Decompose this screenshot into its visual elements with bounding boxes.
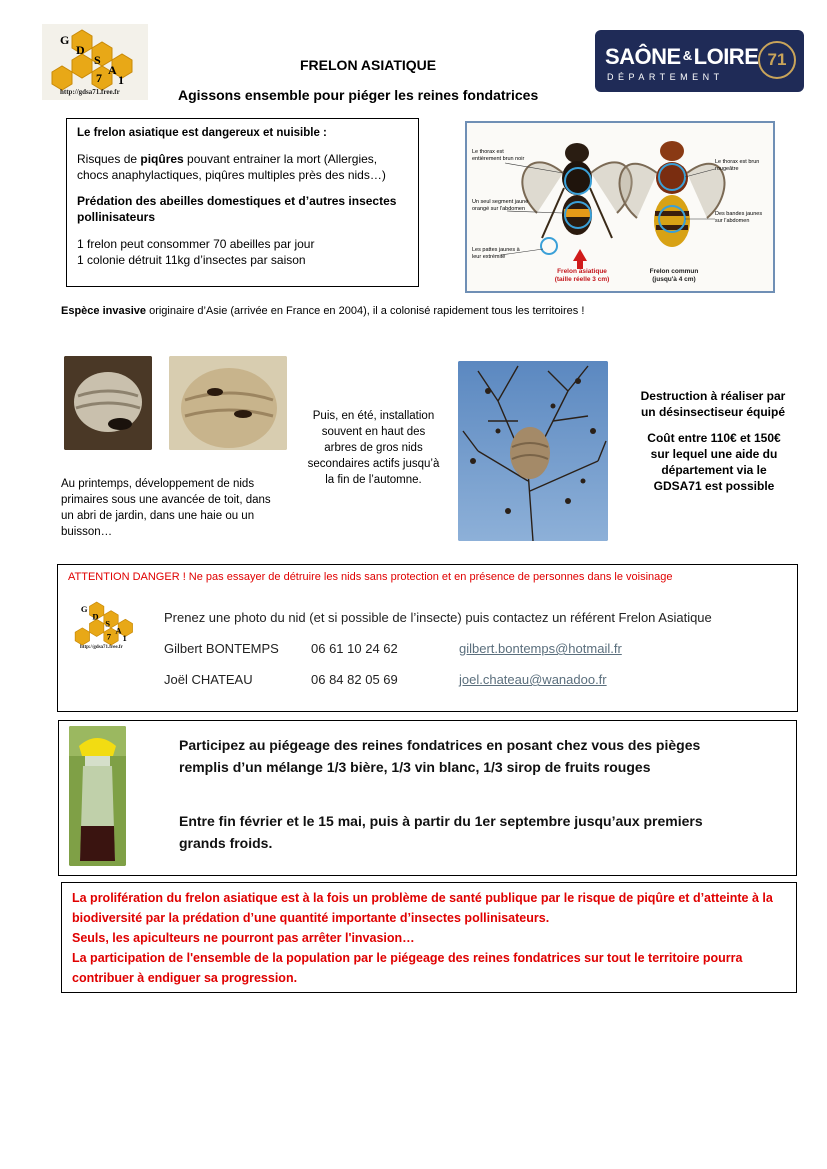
svg-text:1: 1 [118, 73, 124, 87]
hornet-comparison-figure [465, 121, 775, 293]
european-abdomen-label: Des bandes jaunes sur l'abdomen [715, 211, 763, 224]
svg-text:G: G [60, 33, 70, 47]
contact-email-link[interactable]: gilbert.bontemps@hotmail.fr [459, 641, 622, 656]
trap-photo [69, 726, 126, 866]
asian-legs-label: Les pattes jaunes à leur extrémité [472, 247, 520, 260]
danger-info-box [66, 118, 419, 287]
conclusion-p3: La participation de l'ensemble de la population par le piégeage des reines fondatrices sur tout le territoire pourra contribuer à endiguer sa progression. [72, 951, 743, 985]
destruction-text: Destruction à réaliser par un désinsectiseur équipé [640, 389, 786, 419]
contact-name: Joël CHATEAU [164, 672, 253, 687]
fact-bees: 1 frelon peut consommer 70 abeilles par jour [77, 237, 315, 251]
asian-abdomen-label: Un seul segment jaune orangé sur l'abdomen [472, 199, 529, 212]
contact-instruction: Prenez une photo du nid (et si possible de l’insecte) puis contactez un référent Frelon Asiatique [164, 610, 712, 625]
svg-text:D: D [76, 43, 85, 57]
asian-hornet-icon [522, 143, 631, 269]
european-thorax-label: Le thorax est brun rougeâtre [715, 159, 760, 172]
dept-name-2: LOIRE [693, 44, 759, 69]
conclusion-box [61, 882, 797, 993]
asian-hornet-caption: Frelon asiatique (taille réelle 3 cm) [554, 268, 610, 283]
page-subtitle: Agissons ensemble pour piéger les reines fondatrices [178, 87, 539, 103]
contact-phone: 06 61 10 24 62 [311, 641, 398, 656]
asian-thorax-label: Le thorax est entièrement brun noir [472, 149, 525, 162]
predation-text: Prédation des abeilles domestiques et d’autres insectes pollinisateurs [77, 194, 397, 224]
svg-text:7: 7 [106, 631, 112, 642]
risk-text: Risques de piqûres pouvant entrainer la mort (Allergies, chocs anaphylactiques, piqûres multiples près des nids…) [77, 152, 386, 182]
svg-text:7: 7 [96, 71, 102, 85]
saone-et-loire-logo [595, 30, 804, 92]
svg-text:D: D [92, 611, 99, 622]
svg-text:A: A [108, 63, 117, 77]
trap-text-2: Entre fin février et le 15 mai, puis à partir du 1er septembre jusqu’aux premiers grands froids. [179, 813, 703, 851]
contact-name: Gilbert BONTEMPS [164, 641, 279, 656]
dept-label: DÉPARTEMENT [607, 72, 724, 82]
contact-phone: 06 84 82 05 69 [311, 672, 398, 687]
primary-nest-photo-1 [64, 356, 152, 450]
primary-nest-photo-2 [169, 356, 287, 450]
svg-text:1: 1 [122, 632, 127, 643]
gdsa71-small-logo [68, 597, 144, 653]
trap-text-1: Participez au piégeage des reines fondatrices en posant chez vous des pièges remplis d’un mélange 1/3 bière, 1/3 vin blanc, 1/3 sirop de fruits rouges [179, 737, 701, 775]
svg-text:S: S [105, 618, 111, 629]
dept-mark-icon: 71 [758, 41, 796, 79]
gdsa71-small-url: http://gdsa71.free.fr [80, 645, 123, 650]
page-title: FRELON ASIATIQUE [300, 57, 437, 73]
european-hornet-icon [620, 141, 725, 247]
dept-name-1: SAÔNE [605, 44, 681, 69]
summer-nest-text: Puis, en été, installation souvent en haut des arbres de gros nids secondaires actifs jusqu’à la fin de l’automne. [307, 410, 440, 486]
contact-email-link[interactable]: joel.chateau@wanadoo.fr [459, 672, 607, 687]
fact-insects: 1 colonie détruit 11kg d’insectes par saison [77, 253, 306, 267]
invasive-species-text: Espèce invasive originaire d’Asie (arrivée en France en 2004), il a colonisé rapidement tous les territoires ! [61, 305, 585, 317]
svg-text:A: A [115, 625, 122, 636]
cost-text: Coût entre 110€ et 150€ sur lequel une aide du département via le GDSA71 est possible [647, 431, 781, 493]
conclusion-p1: La prolifération du frelon asiatique est à la fois un problème de santé publique par le risque de piqûre et d’atteinte à la biodiversité par la prédation d’une quantité importante d’insectes pollinisateurs. [72, 891, 773, 925]
spring-nest-text: Au printemps, développement de nids primaires sous une avancée de toit, dans un abri de jardin, dans une haie ou un buisson… [61, 478, 271, 538]
dept-amp: & [682, 48, 692, 63]
gdsa71-url: http://gdsa71.free.fr [60, 88, 120, 96]
secondary-nest-photo [458, 361, 608, 541]
danger-heading: Le frelon asiatique est dangereux et nuisible : [77, 127, 327, 139]
svg-text:G: G [80, 604, 88, 615]
european-hornet-caption: Frelon commun (jusqu'à 4 cm) [649, 268, 699, 283]
svg-text:S: S [94, 53, 101, 67]
contact-box [57, 564, 798, 712]
gdsa71-logo [42, 24, 148, 100]
bottle-trap-icon [69, 726, 126, 866]
trap-box [58, 720, 797, 876]
danger-warning: ATTENTION DANGER ! Ne pas essayer de détruire les nids sans protection et en présence de personnes dans le voisinage [68, 571, 673, 583]
conclusion-p2: Seuls, les apiculteurs ne pourront pas arrêter l'invasion… [72, 931, 415, 945]
